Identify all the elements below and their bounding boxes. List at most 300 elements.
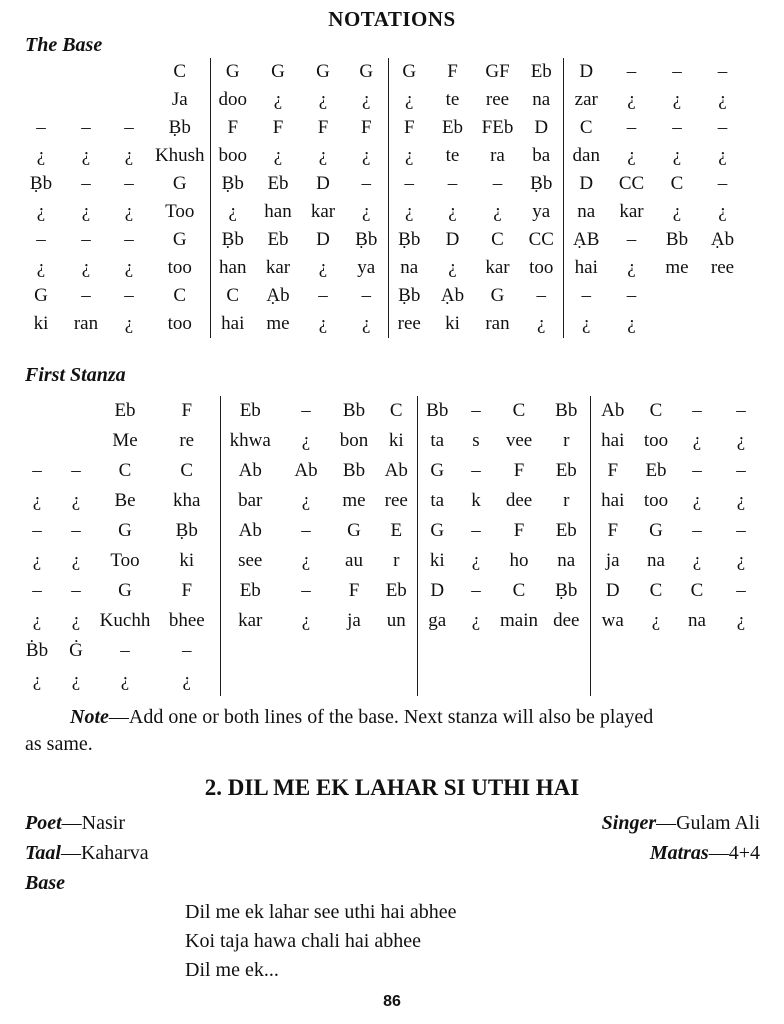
notation-cell	[717, 636, 765, 666]
notation-cell: CC	[618, 173, 645, 194]
notation-cell: Ab	[384, 460, 408, 481]
lyrics-block	[185, 898, 784, 985]
base-notation-table	[18, 58, 745, 338]
notation-cell: ¿	[692, 550, 702, 571]
note-line-2: as same.	[25, 733, 93, 755]
notation-cell: Bb	[342, 400, 366, 421]
notation-cell: na	[557, 550, 576, 571]
notation-cell: ¿	[493, 201, 502, 222]
notation-cell: Ja	[171, 89, 188, 110]
notation-cell: –	[471, 520, 481, 541]
taal-dash: —	[60, 842, 81, 864]
note-row	[18, 58, 745, 86]
notation-cell: –	[71, 520, 81, 541]
singer-entry	[602, 808, 760, 838]
notation-cell: D	[534, 117, 549, 138]
notation-cell: ki	[388, 430, 404, 451]
notation-cell: kar	[220, 606, 280, 636]
notation-cell: ¿	[362, 145, 371, 166]
notation-cell: me	[266, 313, 290, 334]
lyric-row	[18, 254, 745, 282]
notation-cell: ¿	[672, 145, 682, 166]
notation-cell: –	[361, 285, 371, 306]
notation-cell: F	[348, 580, 360, 601]
notation-cell: Kuchh	[99, 610, 151, 631]
notation-cell	[717, 666, 765, 696]
poet-entry	[25, 808, 125, 838]
notation-cell	[700, 310, 745, 338]
notation-cell: ¿	[71, 550, 81, 571]
notation-cell: ta	[417, 486, 457, 516]
notation-cell: dee	[505, 490, 533, 511]
notation-cell: see	[220, 546, 280, 576]
matras-value: 4+4	[728, 842, 760, 864]
notation-cell: ¿	[471, 550, 481, 571]
note-row	[18, 456, 765, 486]
notation-cell: Ab	[294, 460, 318, 481]
notation-cell: r	[563, 490, 570, 511]
note-row	[18, 226, 745, 254]
notation-cell: Ḅb	[210, 226, 255, 254]
notation-cell: G	[490, 285, 505, 306]
notation-cell: khwa	[220, 426, 280, 456]
notation-cell: G	[271, 61, 285, 82]
notation-cell: ¿	[651, 610, 661, 631]
notation-cell	[700, 282, 745, 310]
notation-cell: –	[124, 173, 134, 194]
notation-cell	[108, 58, 150, 86]
notation-cell: ¿	[388, 142, 430, 170]
notation-cell: Ab	[220, 516, 280, 546]
notation-cell: dee	[553, 610, 580, 631]
notation-cell: ¿	[301, 490, 311, 511]
notation-cell: me	[342, 490, 366, 511]
notation-cell: Eb	[530, 61, 552, 82]
notation-cell: C	[210, 282, 255, 310]
notation-cell: ¿	[736, 550, 746, 571]
notation-cell: G	[172, 173, 187, 194]
notation-cell: –	[672, 117, 682, 138]
notation-cell: –	[736, 400, 746, 421]
notation-cell: hai	[563, 254, 609, 282]
notation-cell: –	[361, 173, 371, 194]
notation-cell: ki	[179, 550, 195, 571]
notation-cell: ¿	[32, 670, 42, 691]
notation-cell: –	[301, 400, 311, 421]
notation-cell: –	[536, 285, 546, 306]
matras-entry	[650, 838, 760, 868]
notation-cell: me	[665, 257, 689, 278]
notation-cell	[280, 666, 332, 696]
notation-cell: ¿	[81, 201, 91, 222]
notation-cell: D	[316, 229, 330, 250]
notation-cell: C	[173, 285, 187, 306]
lyric-row	[18, 606, 765, 636]
notation-cell: Too	[165, 201, 195, 222]
notation-cell: na	[688, 610, 706, 631]
notation-cell	[64, 58, 108, 86]
notation-cell: r	[563, 430, 570, 451]
notation-cell: CC	[528, 229, 554, 250]
notation-cell: F	[513, 520, 525, 541]
notation-cell: C	[563, 114, 609, 142]
notation-cell: G	[388, 58, 430, 86]
notation-cell: ¿	[318, 257, 328, 278]
notation-cell: ja	[590, 546, 635, 576]
notation-cell: ya	[357, 257, 376, 278]
notation-cell: ¿	[362, 201, 371, 222]
lyric-row	[18, 142, 745, 170]
notation-cell: Bb	[665, 229, 689, 250]
notation-cell: G	[417, 516, 457, 546]
notation-cell: Ġ	[69, 640, 83, 661]
notation-cell: kar	[265, 257, 291, 278]
notation-cell: ¿	[362, 89, 371, 110]
notation-cell: bhee	[168, 610, 205, 631]
notation-cell: –	[471, 460, 481, 481]
note-row	[18, 516, 765, 546]
notation-cell: –	[563, 282, 609, 310]
notation-cell: –	[626, 117, 637, 138]
notation-cell: D	[590, 576, 635, 606]
notation-cell: Eb	[555, 460, 577, 481]
notation-cell: zar	[563, 86, 609, 114]
notation-cell: Ḃb	[25, 640, 49, 661]
notation-cell: na	[563, 198, 609, 226]
notation-cell: ga	[417, 606, 457, 636]
notation-cell	[18, 58, 64, 86]
notation-cell: –	[318, 285, 328, 306]
notation-cell: hai	[210, 310, 255, 338]
notation-cell: Ḅb	[555, 580, 578, 601]
notation-cell: F	[181, 580, 193, 601]
notation-cell: re	[179, 430, 195, 451]
notation-cell: doo	[210, 86, 255, 114]
notation-cell: Eb	[441, 117, 464, 138]
notation-cell	[635, 666, 677, 696]
notation-cell: Ḅb	[29, 173, 53, 194]
notation-cell: ¿	[388, 86, 430, 114]
notation-cell: ¿	[318, 89, 328, 110]
notation-cell: –	[692, 400, 702, 421]
notation-cell: na	[532, 89, 551, 110]
notation-cell: D	[563, 58, 609, 86]
notation-cell: ¿	[718, 89, 727, 110]
notation-cell: –	[301, 580, 311, 601]
notation-cell: F	[181, 400, 193, 421]
notation-cell: r	[393, 550, 400, 571]
note-line-1	[25, 704, 760, 731]
notation-cell	[18, 396, 56, 426]
notation-cell: –	[36, 117, 46, 138]
notation-cell: na	[388, 254, 430, 282]
book-page	[0, 6, 784, 1024]
notation-cell: Eb	[267, 173, 289, 194]
notation-cell: ¿	[124, 257, 134, 278]
matras-label: Matras	[649, 842, 709, 864]
page-title: NOTATIONS	[328, 7, 456, 31]
notation-cell: Khush	[154, 145, 205, 166]
notation-cell: G	[118, 520, 132, 541]
notation-cell: Ab	[590, 396, 635, 426]
notation-cell: C	[180, 460, 194, 481]
notation-cell: ¿	[736, 490, 746, 511]
notation-cell: ¿	[448, 257, 457, 278]
notation-cell: Bb	[342, 460, 366, 481]
notation-cell: Too	[110, 550, 140, 571]
notation-cell: kar	[619, 201, 644, 222]
poet-dash: —	[61, 812, 82, 834]
notation-cell: too	[643, 430, 669, 451]
notation-cell: Eb	[267, 229, 289, 250]
notation-cell: Bb	[555, 400, 578, 421]
notation-cell: –	[717, 61, 728, 82]
notation-cell: Eb	[645, 460, 667, 481]
notation-cell: ¿	[81, 145, 91, 166]
notation-cell: ¿	[273, 145, 283, 166]
notation-cell: ¿	[124, 201, 134, 222]
notation-cell	[417, 636, 457, 666]
notation-cell: –	[672, 61, 682, 82]
song-title: 2. DIL ME EK LAHAR SI UTHI HAI	[204, 775, 580, 800]
notation-cell: ¿	[672, 201, 682, 222]
notation-cell: ¿	[182, 670, 191, 691]
lyric-line: Koi taja hawa chali hai abhee	[185, 930, 421, 952]
notation-cell: –	[81, 173, 91, 194]
notation-cell: Bb	[417, 396, 457, 426]
notation-cell	[495, 636, 543, 666]
notation-cell	[220, 636, 280, 666]
lyric-row	[18, 86, 745, 114]
note-row	[18, 396, 765, 426]
notation-cell	[457, 666, 495, 696]
note-row	[18, 576, 765, 606]
notation-cell: s	[472, 430, 480, 451]
notation-cell: ¿	[210, 198, 255, 226]
notation-cell	[677, 666, 717, 696]
notation-cell: Be	[114, 490, 136, 511]
notation-cell: ¿	[32, 610, 42, 631]
notation-cell: –	[71, 580, 81, 601]
note-row	[18, 170, 745, 198]
notation-cell	[543, 636, 590, 666]
notation-cell: –	[447, 173, 458, 194]
notation-cell: –	[120, 640, 130, 661]
notation-cell: C	[512, 400, 526, 421]
notation-cell: –	[32, 460, 42, 481]
notation-cell: ¿	[627, 145, 636, 166]
notation-cell: F	[360, 117, 372, 138]
lyric-row	[18, 546, 765, 576]
notation-cell: –	[736, 460, 746, 481]
notation-cell: ¿	[736, 430, 746, 451]
meta-row-poet-singer	[25, 808, 760, 838]
notation-cell: –	[124, 285, 134, 306]
notation-cell: G	[649, 520, 663, 541]
notation-cell	[495, 666, 543, 696]
notation-cell: ¿	[71, 610, 81, 631]
notation-cell: F	[317, 117, 329, 138]
notation-cell: wa	[590, 606, 635, 636]
notation-cell: too	[167, 257, 192, 278]
taal-name: Kaharva	[80, 842, 149, 864]
notation-cell	[543, 666, 590, 696]
notation-cell: ¿	[672, 89, 682, 110]
lyric-row	[18, 310, 745, 338]
notation-cell: –	[81, 229, 91, 250]
note-paragraph	[25, 704, 760, 758]
notation-cell: ¿	[718, 145, 727, 166]
notation-cell: –	[736, 580, 746, 601]
notation-cell: –	[626, 285, 637, 306]
notation-cell: kar	[310, 201, 336, 222]
notation-cell: ¿	[718, 201, 727, 222]
notation-cell: ree	[485, 89, 510, 110]
notation-cell	[64, 86, 108, 114]
notation-cell: bar	[220, 486, 280, 516]
base-label: Base	[25, 872, 65, 894]
notation-cell: ree	[384, 490, 408, 511]
lyric-row	[18, 198, 745, 226]
notation-cell: te	[445, 145, 460, 166]
notation-cell: F	[272, 117, 284, 138]
notation-cell: ¿	[627, 89, 636, 110]
notation-cell: too	[167, 313, 192, 334]
notation-cell: ¿	[627, 257, 636, 278]
taal-entry	[25, 838, 149, 868]
notation-cell: ¿	[362, 313, 371, 334]
lyric-row	[18, 486, 765, 516]
notation-cell: Ạb	[710, 229, 735, 250]
notation-cell: –	[492, 173, 503, 194]
notation-cell	[457, 636, 495, 666]
notation-cell: C	[512, 580, 526, 601]
notation-cell: Ḅb	[210, 170, 255, 198]
singer-name: Gulam Ali	[676, 812, 760, 834]
note-label: Note	[70, 706, 109, 728]
notation-cell: Ḅb	[388, 226, 430, 254]
notation-cell: hai	[590, 486, 635, 516]
notation-cell: Eb	[220, 396, 280, 426]
notation-cell: ra	[490, 145, 505, 166]
notation-cell: C	[118, 460, 132, 481]
notation-cell: –	[626, 229, 637, 250]
notation-cell	[654, 310, 700, 338]
notation-cell: F	[210, 114, 255, 142]
notation-cell: –	[388, 170, 430, 198]
notation-cell	[332, 636, 376, 666]
notation-cell: –	[32, 580, 42, 601]
notation-cell: ¿	[318, 145, 328, 166]
section-heading-the-base: The Base	[25, 34, 103, 56]
lyric-row	[18, 426, 765, 456]
notation-cell	[654, 282, 700, 310]
notation-cell: ¿	[36, 145, 46, 166]
notation-cell: ree	[388, 310, 430, 338]
notation-cell: D	[563, 170, 609, 198]
notation-cell: F	[513, 460, 525, 481]
notation-cell: –	[736, 520, 746, 541]
notation-cell: G	[172, 229, 187, 250]
notation-cell: ja	[347, 610, 361, 631]
notation-cell: Ạb	[440, 285, 465, 306]
notation-cell: ¿	[124, 145, 134, 166]
notation-cell: ho	[509, 550, 529, 571]
notation-cell: C	[649, 580, 663, 601]
notation-cell: ¿	[71, 490, 81, 511]
notation-cell: –	[124, 229, 134, 250]
notation-cell: Ab	[220, 456, 280, 486]
notation-cell: D	[417, 576, 457, 606]
notation-cell: –	[301, 520, 311, 541]
notation-cell: –	[626, 61, 637, 82]
notation-cell: ¿	[36, 257, 46, 278]
lyric-line: Dil me ek lahar see uthi hai abhee	[185, 901, 457, 923]
note-row	[18, 636, 765, 666]
notation-cell: ¿	[71, 670, 81, 691]
notation-cell: G	[316, 61, 330, 82]
notation-cell: ki	[417, 546, 457, 576]
notation-cell: –	[71, 460, 81, 481]
notation-cell: main	[500, 610, 538, 631]
notation-cell: dan	[563, 142, 609, 170]
notation-cell: Eb	[555, 520, 577, 541]
notation-cell: Me	[112, 430, 138, 451]
notation-cell: au	[345, 550, 363, 571]
notation-cell: C	[389, 400, 403, 421]
notation-cell	[108, 86, 150, 114]
notation-cell: –	[36, 229, 46, 250]
notation-cell: Eb	[385, 580, 407, 601]
meta-row-taal-matras	[25, 838, 760, 868]
notation-cell: ¿	[318, 313, 328, 334]
note-row	[18, 282, 745, 310]
notation-cell: ki	[445, 313, 460, 334]
notation-cell: hai	[590, 426, 635, 456]
notation-cell: G	[118, 580, 132, 601]
notation-cell: ba	[532, 145, 551, 166]
notation-cell: te	[445, 89, 460, 110]
notation-cell: –	[81, 117, 91, 138]
notation-cell	[56, 426, 96, 456]
notation-cell	[417, 666, 457, 696]
notation-cell: E	[390, 520, 403, 541]
notation-cell	[18, 86, 64, 114]
notation-cell: han	[210, 254, 255, 282]
notation-cell: D	[445, 229, 460, 250]
notation-cell	[18, 426, 56, 456]
notation-cell: ¿	[627, 313, 636, 334]
notation-cell: ¿	[36, 201, 46, 222]
notation-cell: ¿	[124, 313, 134, 334]
notation-cell: ¿	[120, 670, 130, 691]
notation-cell: –	[471, 580, 481, 601]
notation-cell: ẠB	[563, 226, 609, 254]
notation-cell: na	[647, 550, 665, 571]
notation-cell: ¿	[32, 550, 42, 571]
notation-cell: D	[316, 173, 330, 194]
notation-cell: –	[124, 117, 134, 138]
note-row	[18, 114, 745, 142]
notation-cell: C	[670, 173, 684, 194]
notation-cell: ¿	[692, 430, 702, 451]
notation-cell: Ḅb	[168, 117, 191, 138]
notation-cell: –	[182, 640, 192, 661]
notation-cell: G	[210, 58, 255, 86]
page-number: 86	[383, 993, 401, 1010]
notation-cell: ran	[73, 313, 99, 334]
notation-cell: F	[590, 516, 635, 546]
